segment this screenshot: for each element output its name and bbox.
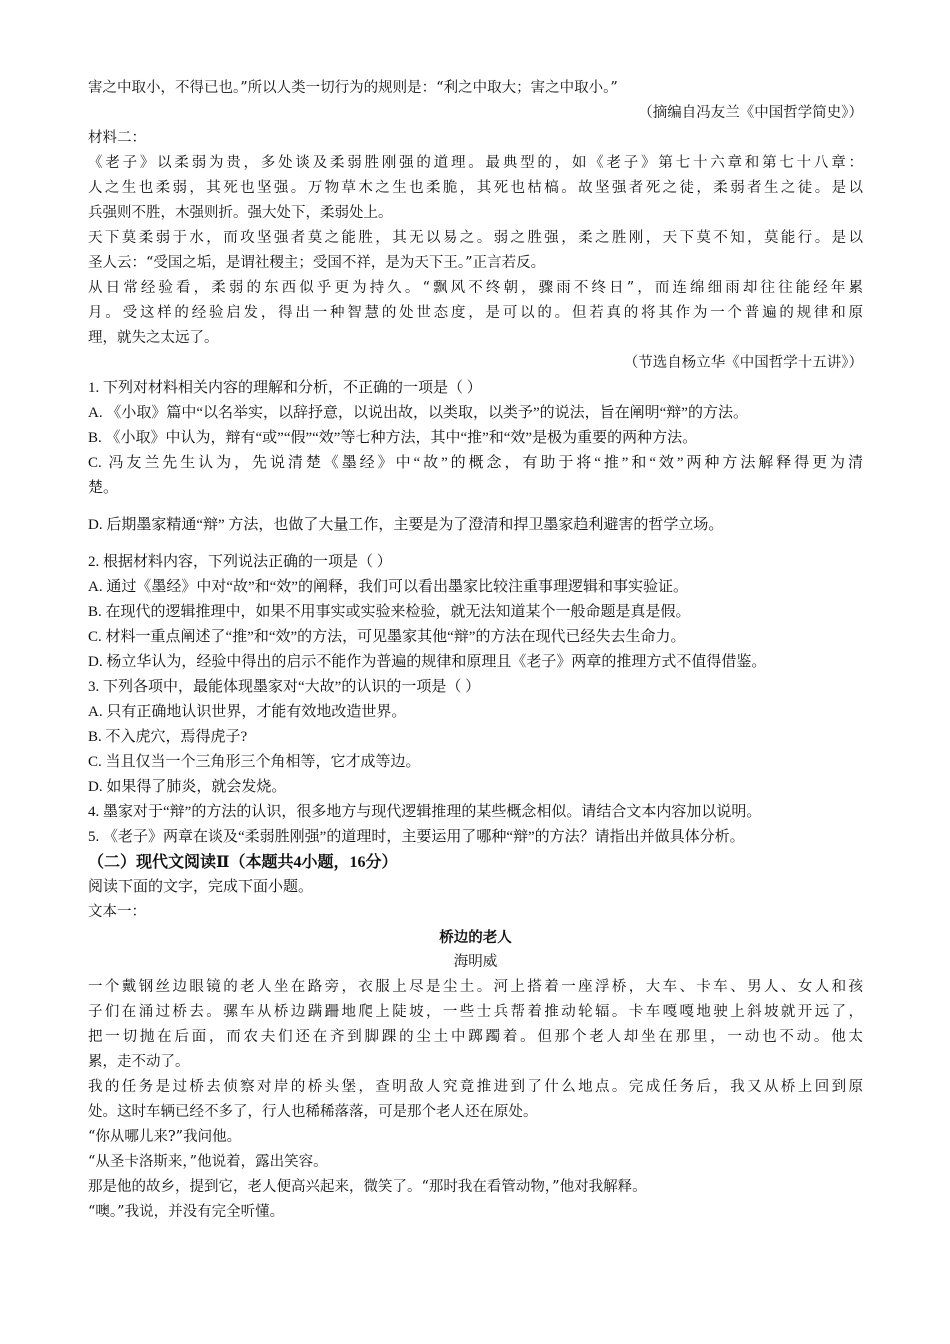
question-1 [88,376,863,538]
section-instruction: 阅读下面的文字，完成下面小题。 [88,879,314,895]
story-line: 累，走不动了。 [88,1054,190,1070]
story-line: 我的任务是过桥去侦察对岸的桥头堡，查明敌人究竟推进到了什么地点。完成任务后，我又从桥上回到原 [88,1079,863,1095]
story-author: 海明威 [453,954,498,970]
document-page [88,76,863,1225]
question-stem: 1. 下列对材料相关内容的理解和分析，不正确的一项是（ ） [88,380,482,396]
option-c: C. 当且仅当一个三角形三个角相等，它才成等边。 [88,754,421,770]
question-3 [88,675,863,800]
option-b: B. 不入虎穴，焉得虎子? [88,729,248,745]
source-citation-1: （摘编自冯友兰《中国哲学简史》） [638,105,863,121]
material2-line: 圣人云：“受国之垢，是谓社稷主；受国不祥，是为天下王。”正言若反。 [88,255,546,271]
option-d: D. 后期墨家精通“辩” 方法，也做了大量工作，主要是为了澄清和捍卫墨家趋利避害的哲学立场。 [88,517,724,533]
material2-line: 天下莫柔弱于水，而攻坚强者莫之能胜，其无以易之。弱之胜强，柔之胜刚，天下莫不知，莫能行。是以 [88,230,863,246]
story-line: 那是他的故乡，提到它，老人便高兴起来，微笑了。“那时我在看管动物，”他对我解释。 [88,1179,647,1195]
intro-line: 害之中取小，不得已也。”所以人类一切行为的规则是：“利之中取大；害之中取小。” [88,80,618,96]
option-d: D. 杨立华认为，经验中得出的启示不能作为普遍的规律和原理且《老子》两章的推理方式不值得借鉴。 [88,654,767,670]
material2-line: 理，就失之太远了。 [88,330,219,346]
material2-line: 从日常经验看，柔弱的东西似乎更为持久。“飘风不终朝，骤雨不终日”，而连绵细雨却往往能经年累 [88,280,863,296]
option-a: A. 通过《墨经》中对“故”和“效”的阐释，我们可以看出墨家比较注重事理逻辑和事实验证。 [88,579,688,595]
material2-heading: 材料二： [88,130,146,146]
material2-line: 《老子》以柔弱为贵，多处谈及柔弱胜刚强的道理。最典型的，如《老子》第七十六章和第七十八章： [88,155,863,171]
question-stem: 3. 下列各项中，最能体现墨家对“大故”的认识的一项是（ ） [88,679,481,695]
option-c: C. 冯友兰先生认为，先说清楚《墨经》中“故”的概念，有助于将“推”和“效”两种方法解释得更为清 [88,455,863,471]
story-line: 一个戴钢丝边眼镜的老人坐在路旁，衣服上尽是尘土。河上搭着一座浮桥，大车、卡车、男人、女人和孩 [88,979,863,995]
option-c-continued: 楚。 [88,480,119,496]
option-c: C. 材料一重点阐述了“推”和“效”的方法，可见墨家其他“辩”的方法在现代已经失去生命力。 [88,629,686,645]
story-line: “噢。”我说，并没有完全听懂。 [88,1204,285,1220]
source-citation-2: （节选自杨立华《中国哲学十五讲》） [623,355,863,371]
story-line: “你从哪儿来?”我问他。 [88,1129,242,1145]
question-stem: 2. 根据材料内容，下列说法正确的一项是（ ） [88,554,392,570]
option-a: A. 只有正确地认识世界，才能有效地改造世界。 [88,704,407,720]
story-line: 子们在涌过桥去。骡车从桥边蹒跚地爬上陡坡，一些士兵帮着推动轮辐。卡车嘎嘎地驶上斜坡就开远了， [88,1004,863,1020]
text-label: 文本一： [88,904,146,920]
material2-line: 兵强则不胜，木强则折。强大处下，柔弱处上。 [88,205,393,221]
option-b: B. 《小取》中认为，辩有“或”“假”“效”等七种方法，其中“推”和“效”是极为重要的两种方法。 [88,430,698,446]
option-d: D. 如果得了肺炎，就会发烧。 [88,779,287,795]
story-line: 把一切抛在后面，而农夫们还在齐到脚踝的尘土中踯躅着。但那个老人却坐在那里，一动也不动。他太 [88,1029,863,1045]
section-heading: （二）现代文阅读Ⅱ（本题共4小题，16分） [88,854,398,871]
question-4: 4. 墨家对于“辩”的方法的认识，很多地方与现代逻辑推理的某些概念相似。请结合文本内容加以说明。 [88,804,762,820]
question-5: 5. 《老子》两章在谈及“柔弱胜刚强”的道理时，主要运用了哪种“辩”的方法？请指出并做具体分析。 [88,829,745,845]
story-line: “从圣卡洛斯来，”他说着，露出笑容。 [88,1154,328,1170]
story-title: 桥边的老人 [439,929,512,946]
option-b: B. 在现代的逻辑推理中，如果不用事实或实验来检验，就无法知道某个一般命题是真是假。 [88,604,691,620]
material2-line: 人之生也柔弱，其死也坚强。万物草木之生也柔脆，其死也枯槁。故坚强者死之徒，柔弱者生之徒。是以 [88,180,863,196]
story-line: 处。这时车辆已经不多了，行人也稀稀落落，可是那个老人还在原处。 [88,1104,538,1120]
material2-line: 月。受这样的经验启发，得出一种智慧的处世态度，是可以的。但若真的将其作为一个普遍的规律和原 [88,305,863,321]
option-a: A. 《小取》篇中“以名举实，以辞抒意，以说出故，以类取，以类予”的说法，旨在阐明“辩”的方法。 [88,405,748,421]
question-2 [88,550,863,675]
